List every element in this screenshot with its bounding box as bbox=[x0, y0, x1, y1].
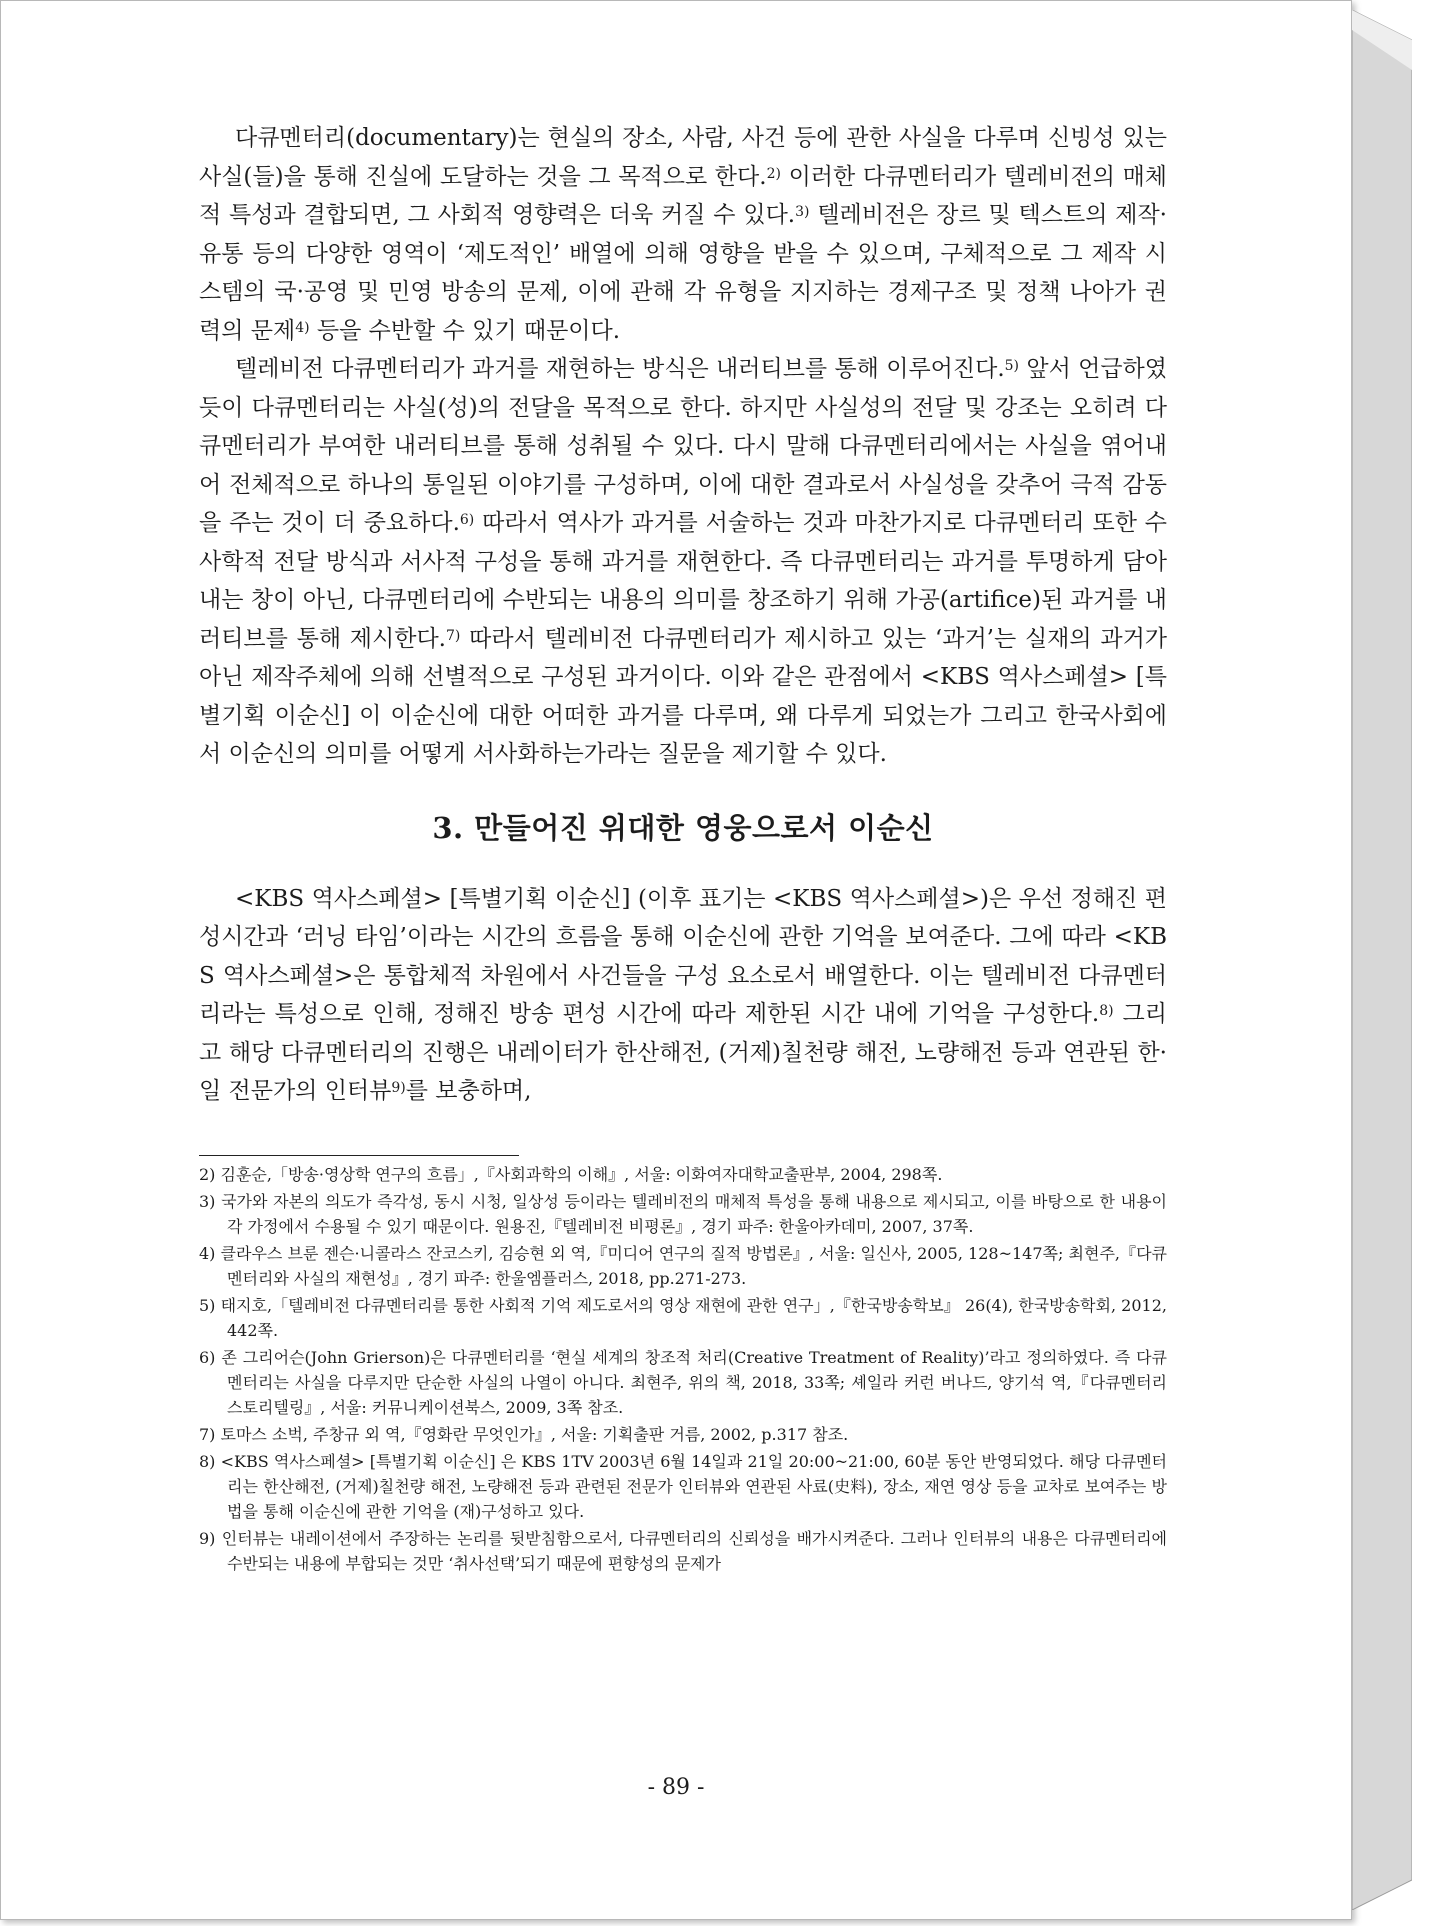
footnote-ref[interactable]: 4) bbox=[295, 319, 310, 336]
paragraph-text: <KBS 역사스페셜> [특별기획 이순신] (이후 표기는 <KBS 역사스페셜>)은 우선 정해진 편성시간과 ‘러닝 타임’이라는 시간의 흐름을 통해 이순신에 관한 기억을 보여준다. 그에 따라 <KBS 역사스페셜>은 통합체적 차원에서 사건들을 구성 요소로서 배열한다. 이는 텔레비전 다큐멘터리라는 특성으로 인해, 정해진 방송 편성 시간에 따라 제한된 시간 내에 기억을 구성한다. bbox=[199, 885, 1167, 1027]
paragraph-text: 등을 수반할 수 있기 때문이다. bbox=[309, 317, 621, 344]
page-stack-edge bbox=[1352, 10, 1412, 1910]
footnote-divider bbox=[199, 1155, 519, 1156]
footnote-ref[interactable]: 3) bbox=[795, 204, 810, 220]
footnote-ref[interactable]: 6) bbox=[459, 512, 475, 528]
footnote-ref[interactable]: 9) bbox=[391, 1080, 406, 1096]
body-paragraph bbox=[199, 880, 1167, 1111]
paragraph-text: 이러한 다큐멘터리가 텔레비전의 매체적 특성과 결합되면, 그 사회적 영향력은 더욱 커질 수 있다. bbox=[199, 163, 1167, 228]
footnote: 8) <KBS 역사스페셜> [특별기획 이순신] 은 KBS 1TV 2003년 6월 14일과 21일 20:00~21:00, 60분 동안 반영되었다. 해당 다큐멘터리는 한산해전, (거제)칠천량 해전, 노량해전 등과 관련된 전문가 인터뷰와 연관된 사료(史料), 장소, 재연 영상 등을 교차로 보여주는 방법을 통해 이순신에 관한 기억을 (재)구성하고 있다. bbox=[199, 1451, 1167, 1521]
footnote: 5) 태지호,「텔레비전 다큐멘터리를 통한 사회적 기억 제도로서의 영상 재현에 관한 연구」,『한국방송학보』 26(4), 한국방송학회, 2012, 442쪽. bbox=[199, 1295, 1167, 1340]
footnote: 6) 존 그리어슨(John Grierson)은 다큐멘터리를 ‘현실 세계의 창조적 처리(Creative Treatment of Reality)’라고 정의하였다. 즉 다큐멘터리는 사실을 다루지만 단순한 사실의 나열이 아니다. 최현주, 위의 책, 2018, 33쪽; 셰일라 커런 버나드, 양기석 역,『다큐멘터리 스토리텔링』, 서울: 커뮤니케이션북스, 2009, 3쪽 참조. bbox=[199, 1347, 1167, 1417]
footnote-ref[interactable]: 8) bbox=[1099, 1003, 1114, 1019]
footnote-ref[interactable]: 5) bbox=[1004, 358, 1020, 374]
page-number: - 89 - bbox=[647, 1775, 705, 1800]
footnote-ref[interactable]: 2) bbox=[766, 165, 781, 182]
footnote: 9) 인터뷰는 내레이션에서 주장하는 논리를 뒷받침함으로서, 다큐멘터리의 신뢰성을 배가시켜준다. 그러나 인터뷰의 내용은 다큐멘터리에 수반되는 내용에 부합되는 것만 ‘취사선택’되기 때문에 편향성의 문제가 bbox=[199, 1528, 1167, 1573]
paragraph-text: 를 보충하며, bbox=[405, 1078, 532, 1104]
footnotes bbox=[199, 1162, 1167, 1576]
footnote: 4) 클라우스 브룬 젠슨·니콜라스 잔코스키, 김승현 외 역,『미디어 연구의 질적 방법론』, 서울: 일신사, 2005, 128~147쪽; 최현주,『다큐멘터리와 사실의 재현성』, 경기 파주: 한울엠플러스, 2018, pp.271-273. bbox=[199, 1243, 1167, 1288]
footnote: 2) 김훈순,「방송·영상학 연구의 흐름」,『사회과학의 이해』, 서울: 이화여자대학교출판부, 2004, 298쪽. bbox=[199, 1164, 943, 1184]
paragraph-text: 따라서 역사가 과거를 서술하는 것과 마찬가지로 다큐멘터리 또한 수사학적 전달 방식과 서사적 구성을 통해 과거를 재현한다. 즉 다큐멘터리는 과거를 투명하게 담아내는 창이 아닌, 다큐멘터리에 수반되는 내용의 의미를 창조하기 위해 가공(artifice)된 과거를 내러티브를 통해 제시한다. bbox=[199, 510, 1167, 652]
paragraph-text: 그리고 해당 다큐멘터리의 진행은 내레이터가 한산해전, (거제)칠천량 해전, 노량해전 등과 연관된 한·일 전문가의 인터뷰 bbox=[199, 1001, 1167, 1104]
body-paragraph bbox=[199, 119, 1167, 350]
paragraph-text: 텔레비전은 장르 및 텍스트의 제작·유통 등의 다양한 영역이 ‘제도적인’ 배열에 의해 영향을 받을 수 있으며, 구체적으로 그 제작 시스템의 국·공영 및 민영 방송의 문제, 이에 관해 각 유형을 지지하는 경제구조 및 정책 나아가 권력의 문제 bbox=[199, 202, 1167, 344]
section-title: 3. 만들어진 위대한 영웅으로서 이순신 bbox=[432, 810, 934, 845]
footnote: 3) 국가와 자본의 의도가 즉각성, 동시 시청, 일상성 등이라는 텔레비전의 매체적 특성을 통해 내용으로 제시되고, 이를 바탕으로 한 내용이 각 가정에서 수용될 수 있기 때문이다. 원용진,『텔레비전 비평론』, 경기 파주: 한울아카데미, 2007, 37쪽. bbox=[199, 1191, 1167, 1236]
paragraph-text: 앞서 언급하였듯이 다큐멘터리는 사실(성)의 전달을 목적으로 한다. 하지만 사실성의 전달 및 강조는 오히려 다큐멘터리가 부여한 내러티브를 통해 성취될 수 있다. 다시 말해 다큐멘터리에서는 사실을 엮어내어 전체적으로 하나의 통일된 이야기를 구성하며, 이에 대한 결과로서 사실성을 갖추어 극적 감동을 주는 것이 더 중요하다. bbox=[199, 356, 1167, 536]
paragraph-text: 텔레비전 다큐멘터리가 과거를 재현하는 방식은 내러티브를 통해 이루어진다. bbox=[235, 356, 1005, 382]
footnote-ref[interactable]: 7) bbox=[445, 627, 461, 644]
paragraph-text: 다큐멘터리(documentary)는 현실의 장소, 사람, 사건 등에 관한 사실을 다루며 신빙성 있는 사실(들)을 통해 진실에 도달하는 것을 그 목적으로 한다. bbox=[199, 125, 1167, 190]
footnote: 7) 토마스 소벅, 주창규 외 역,『영화란 무엇인가』, 서울: 기획출판 거름, 2002, p.317 참조. bbox=[199, 1424, 849, 1444]
body-paragraph bbox=[199, 350, 1167, 774]
page-content bbox=[199, 119, 1167, 1578]
paragraph-text: 따라서 텔레비전 다큐멘터리가 제시하고 있는 ‘과거’는 실재의 과거가 아닌 제작주체에 의해 선별적으로 구성된 과거이다. 이와 같은 관점에서 <KBS 역사스페셜> [특별기획 이순신] 이 이순신에 대한 어떠한 과거를 다루며, 왜 다루게 되었는가 그리고 한국사회에서 이순신의 의미를 어떻게 서사화하는가라는 질문을 제기할 수 있다. bbox=[199, 625, 1167, 767]
